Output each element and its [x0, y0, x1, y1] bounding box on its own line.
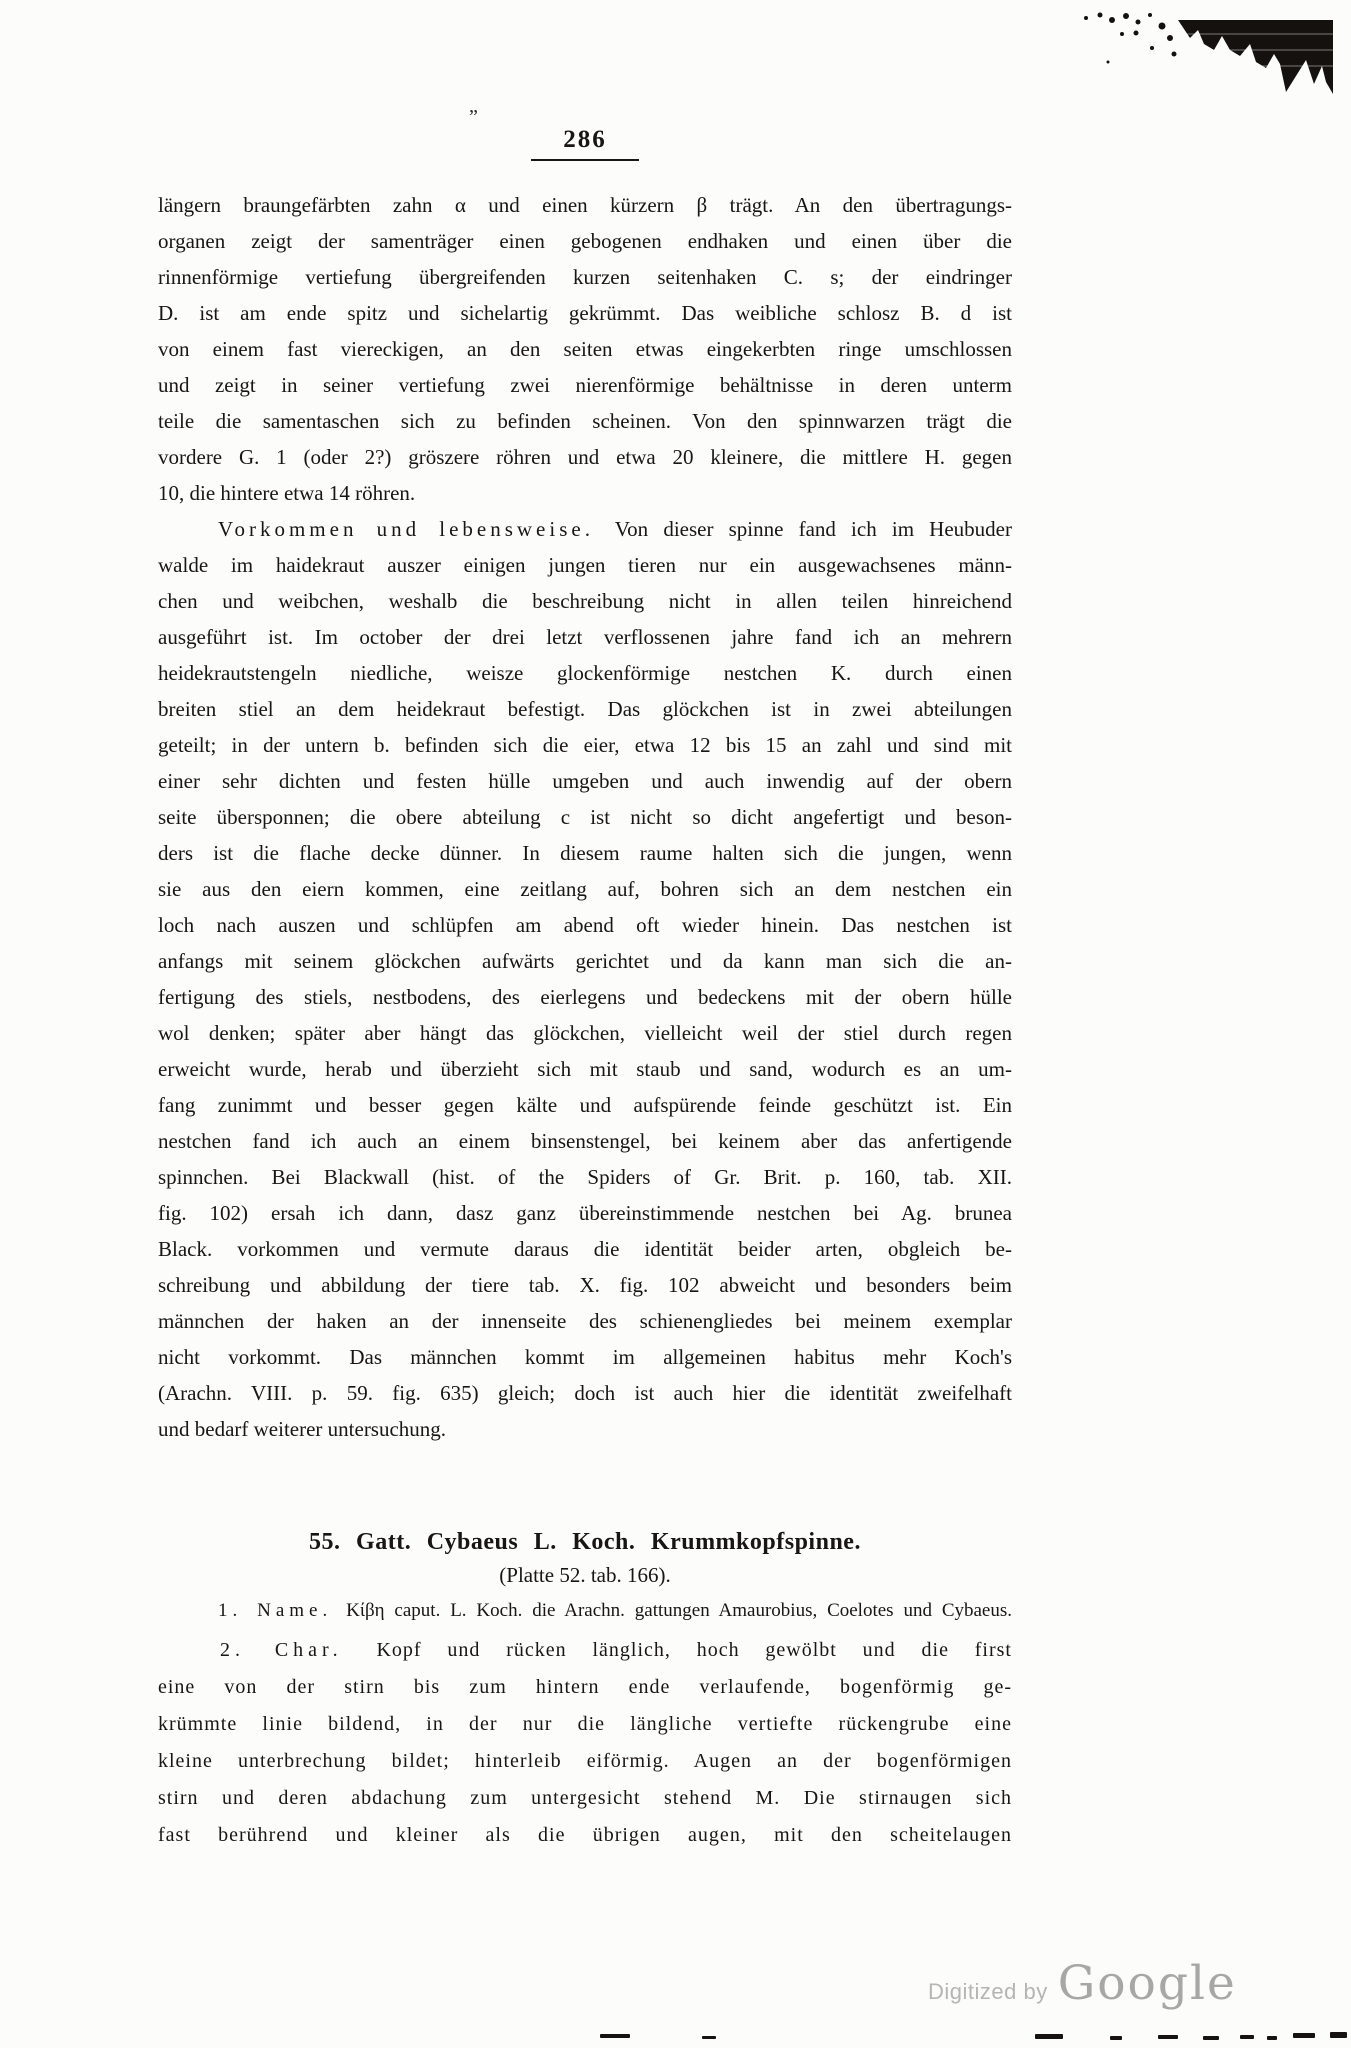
ink-blot-shape — [1078, 4, 1334, 108]
text-line: loch nach auszen und schlüpfen am abend oft wieder hinein. Das nestchen ist — [158, 913, 1012, 937]
text-line: breiten stiel an dem heidekraut befestigt. Das glöckchen ist in zwei abteilungen — [158, 697, 1012, 721]
text-line: von einem fast viereckigen, an den seiten etwas eingekerbten ringe umschlossen — [158, 337, 1012, 361]
text-line: ausgeführt ist. Im october der drei letzt verflossenen jahre fand ich an mehrern — [158, 625, 1012, 649]
scan-dash — [1330, 2032, 1347, 2038]
char-paragraph — [158, 1632, 1012, 1854]
scan-dash — [1110, 2036, 1122, 2040]
digitized-by-label: Digitized by — [928, 1979, 1048, 2004]
google-watermark — [928, 1956, 1237, 2011]
scan-dash — [600, 2034, 630, 2038]
ink-blot-artifact — [1078, 4, 1334, 108]
text-line: chen und weibchen, weshalb die beschreibung nicht in allen teilen hinreichend — [158, 589, 1012, 613]
name-text: Κίβη caput. L. Koch. die Arachn. gattungen Amaurobius, Coelotes und Cybaeus. — [336, 1600, 1012, 1621]
scan-dash-artifacts — [0, 2026, 1351, 2044]
text-line: heidekrautstengeln niedliche, weisze glockenförmige nestchen K. durch einen — [158, 661, 1012, 685]
text-line: eine von der stirn bis zum hintern ende verlaufende, bogenförmig ge- — [158, 1676, 1012, 1698]
text-line: und zeigt in seiner vertiefung zwei nierenförmige behältnisse in deren unterm — [158, 373, 1012, 397]
text-line: erweicht wurde, herab und überzieht sich mit staub und sand, wodurch es an um- — [158, 1057, 1012, 1081]
scan-dash — [1035, 2034, 1063, 2039]
text-line: (Arachn. VIII. p. 59. fig. 635) gleich; doch ist auch hier die identität zweifelhaft — [158, 1381, 1012, 1405]
page-number-wrap — [158, 126, 1012, 161]
text-line: schreibung und abbildung der tiere tab. X. fig. 102 abweicht und besonders beim — [158, 1273, 1012, 1297]
text-line: fast berührend und kleiner als die übrigen augen, mit den scheitelaugen — [158, 1824, 1012, 1846]
section-heading: 55. Gatt. Cybaeus L. Koch. Krummkopfspinne. — [309, 1529, 861, 1555]
text-line: sie aus den eiern kommen, eine zeitlang auf, bohren sich an dem nestchen ein — [158, 877, 1012, 901]
text-line: ders ist die flache decke dünner. In diesem raume halten sich die jungen, wenn — [158, 841, 1012, 865]
text-line: wol denken; später aber hängt das glöckchen, vielleicht weil der stiel durch regen — [158, 1021, 1012, 1045]
scan-dash — [1240, 2035, 1254, 2039]
text-line: nestchen fand ich auch an einem binsenstengel, bei keinem aber das anfertigende — [158, 1129, 1012, 1153]
page-number: 286 — [531, 126, 639, 161]
text-line: nicht vorkommt. Das männchen kommt im allgemeinen habitus mehr Koch's — [158, 1345, 1012, 1369]
text-line: organen zeigt der samenträger einen gebogenen endhaken und einen über die — [158, 229, 1012, 253]
text-line: kleine unterbrechung bildet; hinterleib eiförmig. Augen an der bogenförmigen — [158, 1750, 1012, 1772]
text-line: fang zunimmt und besser gegen kälte und aufspürende feinde geschützt ist. Ein — [158, 1093, 1012, 1117]
text-line: geteilt; in der untern b. befinden sich die eier, etwa 12 bis 15 an zahl und sind mit — [158, 733, 1012, 757]
text-line: teile die samentaschen sich zu befinden scheinen. Von den spinnwarzen trägt die — [158, 409, 1012, 433]
text-line: anfangs mit seinem glöckchen aufwärts gerichtet und da kann man sich die an- — [158, 949, 1012, 973]
google-logo: Google — [1057, 1956, 1237, 2011]
genus-section — [158, 1525, 1012, 1854]
text-line: vordere G. 1 (oder 2?) gröszere röhren und etwa 20 kleinere, die mittlere H. gegen — [158, 445, 1012, 469]
text-line: längern braungefärbten zahn α und einen kürzern β trägt. An den übertragungs- — [158, 193, 1012, 217]
text-line: D. ist am ende spitz und sichelartig gekrümmt. Das weibliche schlosz B. d ist — [158, 301, 1012, 325]
text-line: stirn und deren abdachung zum untergesicht stehend M. Die stirnaugen sich — [158, 1787, 1012, 1809]
text-line: walde im haidekraut auszer einigen jungen tieren nur ein ausgewachsenes männ- — [158, 553, 1012, 577]
scan-dash — [1293, 2033, 1315, 2038]
section-subheading: (Platte 52. tab. 166). — [499, 1563, 671, 1587]
text-line: Black. vorkommen und vermute daraus die identität beider arten, obgleich be- — [158, 1237, 1012, 1261]
ink-speck-artifact: ” — [469, 106, 478, 128]
text-line: einer sehr dichten und festen hülle umgeben und auch inwendig auf der obern — [158, 769, 1012, 793]
body-paragraphs — [158, 187, 1012, 1447]
text-line: fertigung des stiels, nestbodens, des eierlegens und bedeckens mit der obern hülle — [158, 985, 1012, 1009]
name-label: 1. Name. — [218, 1600, 333, 1621]
scan-dash — [1203, 2036, 1219, 2040]
text-line: und bedarf weiterer untersuchung. — [158, 1417, 447, 1441]
text-line: rinnenförmige vertiefung übergreifenden kurzen seitenhaken C. s; der eindringer — [158, 265, 1012, 289]
text-line: 10, die hintere etwa 14 röhren. — [158, 481, 416, 505]
spaced-lead: Vorkommen und lebensweise. — [218, 517, 594, 541]
text-line: männchen der haken an der innenseite des schienengliedes bei meinem exemplar — [158, 1309, 1012, 1333]
text-line: fig. 102) ersah ich dann, dasz ganz übereinstimmende nestchen bei Ag. brunea — [158, 1201, 1012, 1225]
spaced-lead: 2. Char. — [220, 1639, 343, 1661]
text-line: seite übersponnen; die obere abteilung c ist nicht so dicht angefertigt und beson- — [158, 805, 1012, 829]
scan-dash — [702, 2036, 716, 2039]
text-line: Vorkommen und lebensweise. Von dieser spinne fand ich im Heubuder — [218, 517, 1012, 541]
text-line: spinnchen. Bei Blackwall (hist. of the Spiders of Gr. Brit. p. 160, tab. XII. — [158, 1165, 1012, 1189]
text-block — [158, 126, 1012, 1854]
name-line — [158, 1596, 1012, 1626]
text-line: 2. Char. Kopf und rücken länglich, hoch gewölbt und die first — [220, 1639, 1012, 1661]
text-line: krümmte linie bildend, in der nur die längliche vertiefte rückengrube eine — [158, 1713, 1012, 1735]
scan-dash — [1267, 2036, 1277, 2040]
scan-dash — [1158, 2035, 1178, 2039]
